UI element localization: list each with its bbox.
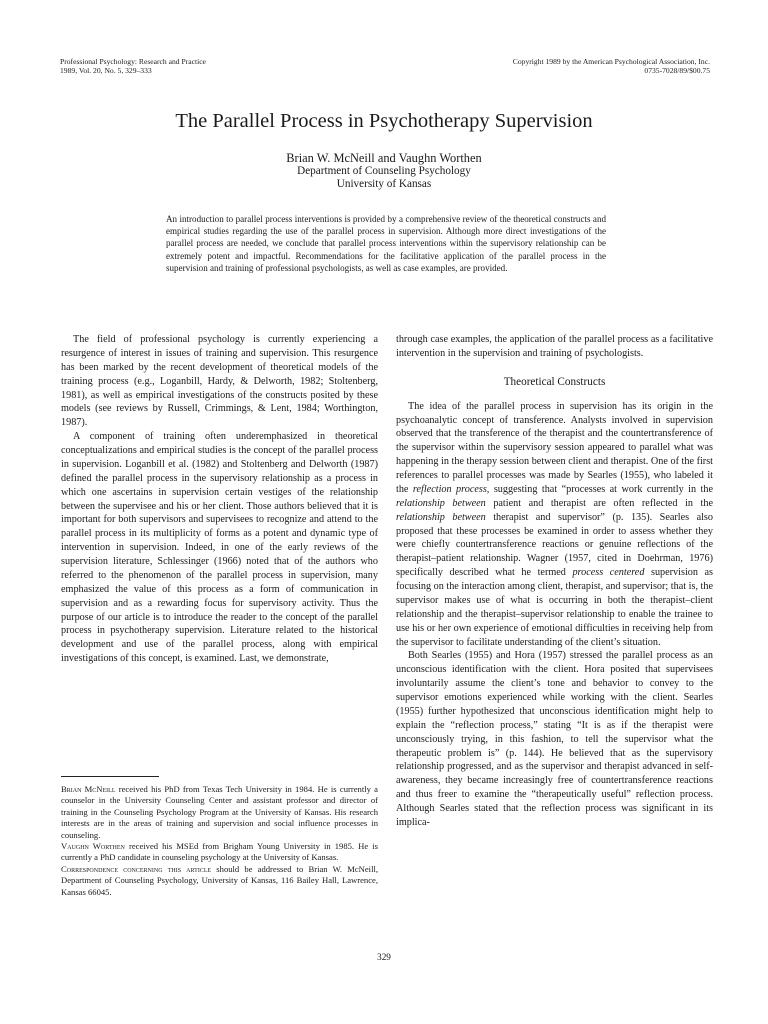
- body-paragraph: through case examples, the application of the parallel process as a facilitative intervention in the supervision and training of psychologists.: [396, 334, 713, 359]
- article-title: The Parallel Process in Psychotherapy Supervision: [175, 110, 593, 132]
- section-heading: Theoretical Constructs: [503, 375, 606, 388]
- author-footnotes: [61, 784, 378, 898]
- footnote-correspondence: [61, 864, 378, 898]
- body-paragraph: [396, 400, 713, 650]
- footnote-mcneill: [61, 784, 378, 841]
- journal-name: Professional Psychology: Research and Practice: [60, 57, 206, 66]
- body-paragraph: Both Searles (1955) and Hora (1957) stressed the parallel process as an unconscious identification with the client. Hora posited that supervisees involuntarily assume the client’s tone and behavior to convey to the supervisor emotions experienced while working with the client. Searles (1955) further hypothesized that unconscious identification might help to explain the “reflection process,” stating “It is as if the therapist were unconsciously trying, in this fashion, to tell the supervisor what the therapeutic problem is” (p. 144). He believed that as the supervisory relationship progressed, and as the supervisor and therapist advanced in self-awareness, they became increasingly free of countertransference reactions and thus freer to examine the “therapeutically useful” reflection process. Although Searles stated that the reflection process was significant in its implica-: [396, 650, 713, 828]
- italic-term: reflection process,: [412, 483, 490, 495]
- author-affiliation: [0, 165, 768, 191]
- journal-volume: 1989, Vol. 20, No. 5, 329–333: [60, 66, 152, 75]
- footnote-author-name: Vaughn Worthen: [61, 841, 125, 852]
- body-paragraph: The field of professional psychology is currently experiencing a resurgence of interest in issues of training and supervision. This resurgence has been marked by the recent development of theoretical models of the training process (e.g., Loganbill, Hardy, & Delworth, 1982; Stoltenberg, 1981), as well as empirical investigations of the constructs posited by these models (see reviews by Russell, Crimmings, & Lent, 1984; Worthington, 1987).: [61, 334, 378, 429]
- affiliation-department: Department of Counseling Psychology: [297, 165, 471, 177]
- affiliation-university: University of Kansas: [336, 178, 432, 190]
- text-run: patient and therapist are often reflected in the: [485, 497, 713, 509]
- footnote-text: received his PhD from Texas Tech University in 1984. He is currently a counselor in the University Counseling Center and assistant professor and director of training in the Counseling Psychology Program at the University of Kansas. His research interests are in the areas of training and supervision and social influence processes in counseling.: [61, 784, 378, 840]
- italic-term: relationship between: [396, 511, 486, 523]
- text-run: therapist and supervisor” (p. 135). Searles also proposed that these processes be examined in order to assess whether they were chiefly countertransference reactions or genuine reflections of the therapist–patient relationship. Wagner (1957, cited in Doehrman, 1976) specifically described what he termed: [396, 511, 713, 579]
- text-run: The idea of the parallel process in supervision has its origin in the psychoanalytic concept of transference. Analysts involved in supervision observed that the transference of the therapist and the countertransference of the supervisor within the supervisory session appeared to parallel what was happening in the therapy session between client and therapist. One of the first references to parallel processes was made by Searles (1955), who labeled it the: [396, 400, 713, 495]
- abstract: An introduction to parallel process interventions is provided by a comprehensive review of the theoretical constructs and empirical studies regarding the use of the parallel process in supervision. Although more direct investigations of the parallel process are needed, we conclude that parallel process interventions within the supervisory relationship can be extremely potent and impactful. Recommendations for the facilitative application of the parallel process in the supervision and training of professional psychologists, as well as case examples, are provided.: [166, 214, 606, 273]
- left-column: [61, 333, 378, 666]
- article-authors: Brian W. McNeill and Vaughn Worthen: [286, 151, 482, 165]
- footnote-divider: [61, 776, 159, 777]
- footnote-text: received his MSEd from Brigham Young University in 1985. He is currently a PhD candidate in counseling psychology at the University of Kansas.: [61, 841, 378, 863]
- text-run: supervision as focusing on the interaction among client, therapist, and supervisor; that is, the supervisor makes use of what is occurring in both the therapist–client relationship and the therapist–supervisor relationship to enable the trainee to use his or her own experience of emotional difficulties in receiving help from the supervisor to facilitate understanding of the client’s situation.: [396, 567, 713, 648]
- text-run: suggesting that “processes at work currently in the: [489, 483, 713, 495]
- footnote-text: should be addressed to Brian W. McNeill, Department of Counseling Psychology, University of Kansas, 116 Bailey Hall, Lawrence, Kansas 66045.: [61, 863, 378, 897]
- footnote-label: Correspondence concerning this article: [61, 863, 212, 874]
- copyright-notice: [513, 57, 710, 75]
- italic-term: process centered: [572, 567, 645, 579]
- footnote-worthen: [61, 841, 378, 864]
- body-paragraph: A component of training often underemphasized in theoretical conceptualizations and empirical studies is the concept of the parallel process in supervision. Loganbill et al. (1982) and Stoltenberg and Delworth (1987) defined the parallel process in the supervisory relationship as a process in which one ascertains in supervision certain vestiges of the relationship between the supervisee and his or her client. Those authors believed that it is important for both supervisors and supervisees to recognize and attend to the parallel process in its multiplicity of forms as a potent and dynamic type of intervention in supervision. Indeed, in one of the early reviews of the supervision literature, Schlessinger (1966) noted that of the authors who referred to the phenomenon of the parallel process in supervision, many emphasized the value of this process as a form of communication in supervision and as a rewarding focus for supervisory activity. Thus the purpose of our article is to introduce the reader to the concept of the parallel process in psychotherapy supervision. Literature related to the historical development and use of the parallel process, along with empirical investigations of this concept, is examined. Last, we demonstrate,: [61, 431, 378, 665]
- issn-code: 0735-7028/89/$00.75: [644, 66, 710, 75]
- italic-term: relationship between: [396, 497, 486, 509]
- footnote-author-name: Brian McNeill: [61, 784, 116, 794]
- right-column: [396, 333, 713, 830]
- journal-citation: [60, 57, 206, 75]
- page-number: 329: [377, 952, 391, 962]
- copyright-holder: Copyright 1989 by the American Psychological Association, Inc.: [512, 57, 710, 66]
